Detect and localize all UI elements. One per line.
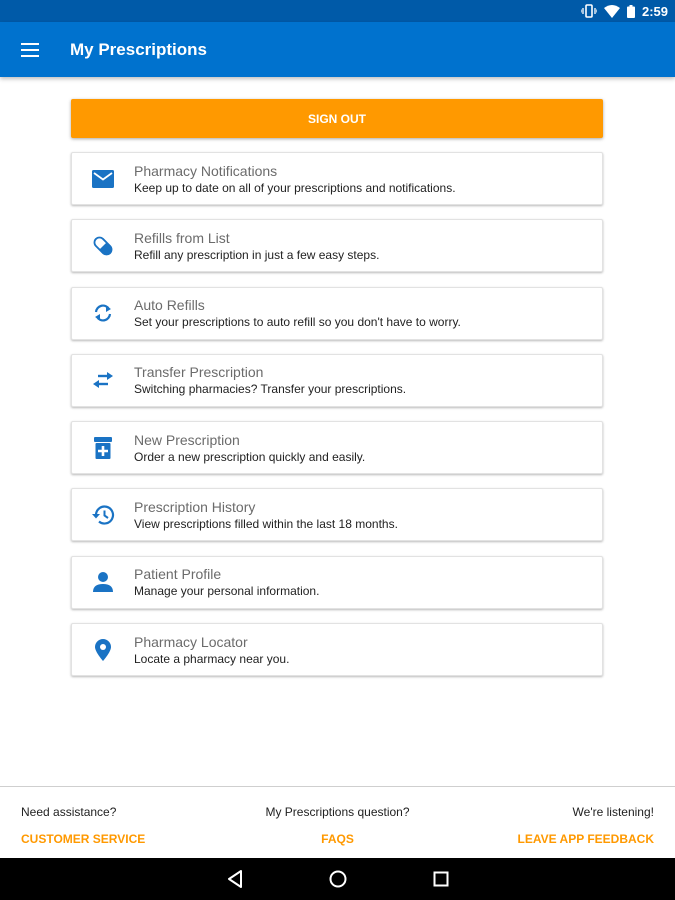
footer xyxy=(0,786,675,858)
menu-item-title: Transfer Prescription xyxy=(134,364,264,381)
status-bar xyxy=(0,0,675,22)
menu-item-desc: Order a new prescription quickly and easily. xyxy=(134,449,366,464)
faqs-link[interactable]: FAQS xyxy=(321,832,354,846)
recents-icon[interactable] xyxy=(433,871,449,887)
wifi-icon xyxy=(604,5,620,18)
menu-item-title: Pharmacy Notifications xyxy=(134,162,278,179)
location-pin-icon xyxy=(95,639,111,661)
menu-item-title: New Prescription xyxy=(134,431,240,448)
page-title: My Prescriptions xyxy=(70,39,207,59)
menu-item-desc: View prescriptions filled within the last 18 months. xyxy=(134,516,398,531)
person-icon xyxy=(93,572,113,592)
autorenew-icon xyxy=(92,303,114,323)
menu-item-auto-refills[interactable] xyxy=(71,287,603,340)
question-text: My Prescriptions question? xyxy=(265,805,410,819)
menu-item-title: Patient Profile xyxy=(134,566,222,583)
hamburger-menu-button[interactable] xyxy=(0,22,62,77)
vibrate-icon xyxy=(581,4,597,18)
feedback-link[interactable]: LEAVE APP FEEDBACK xyxy=(517,832,654,846)
menu-item-desc: Keep up to date on all of your prescriptions and notifications. xyxy=(134,180,456,195)
menu-item-title: Pharmacy Locator xyxy=(134,633,248,650)
listening-text: We're listening! xyxy=(572,805,654,819)
hamburger-icon xyxy=(21,43,39,57)
customer-service-link[interactable]: CUSTOMER SERVICE xyxy=(21,832,146,846)
menu-item-desc: Manage your personal information. xyxy=(134,584,320,599)
battery-icon xyxy=(627,5,635,18)
mail-icon xyxy=(92,170,114,188)
back-icon[interactable] xyxy=(227,870,243,888)
sign-out-button[interactable]: SIGN OUT xyxy=(71,99,603,138)
history-icon xyxy=(91,504,115,526)
menu-list xyxy=(71,152,603,690)
clock-time: 2:59 xyxy=(641,3,668,19)
assist-text: Need assistance? xyxy=(21,805,117,819)
home-icon[interactable] xyxy=(329,870,347,888)
pill-icon xyxy=(92,235,114,257)
menu-item-prescription-history[interactable] xyxy=(71,488,603,541)
menu-item-pharmacy-notifications[interactable] xyxy=(71,152,603,205)
menu-item-pharmacy-locator[interactable] xyxy=(71,623,603,676)
menu-item-title: Auto Refills xyxy=(134,297,205,314)
menu-item-refills-from-list[interactable] xyxy=(71,219,603,272)
menu-item-desc: Locate a pharmacy near you. xyxy=(134,651,290,666)
menu-item-new-prescription[interactable] xyxy=(71,421,603,474)
menu-item-title: Refills from List xyxy=(134,229,230,246)
prescription-bottle-icon xyxy=(94,437,112,459)
menu-item-patient-profile[interactable] xyxy=(71,556,603,609)
app-bar xyxy=(0,22,675,77)
menu-item-transfer-prescription[interactable] xyxy=(71,354,603,407)
system-nav-bar xyxy=(0,858,675,900)
menu-item-title: Prescription History xyxy=(134,498,256,515)
menu-item-desc: Refill any prescription in just a few easy steps. xyxy=(134,247,380,262)
menu-item-desc: Set your prescriptions to auto refill so you don't have to worry. xyxy=(134,315,461,330)
swap-arrows-icon xyxy=(92,371,114,389)
menu-item-desc: Switching pharmacies? Transfer your prescriptions. xyxy=(134,382,407,397)
